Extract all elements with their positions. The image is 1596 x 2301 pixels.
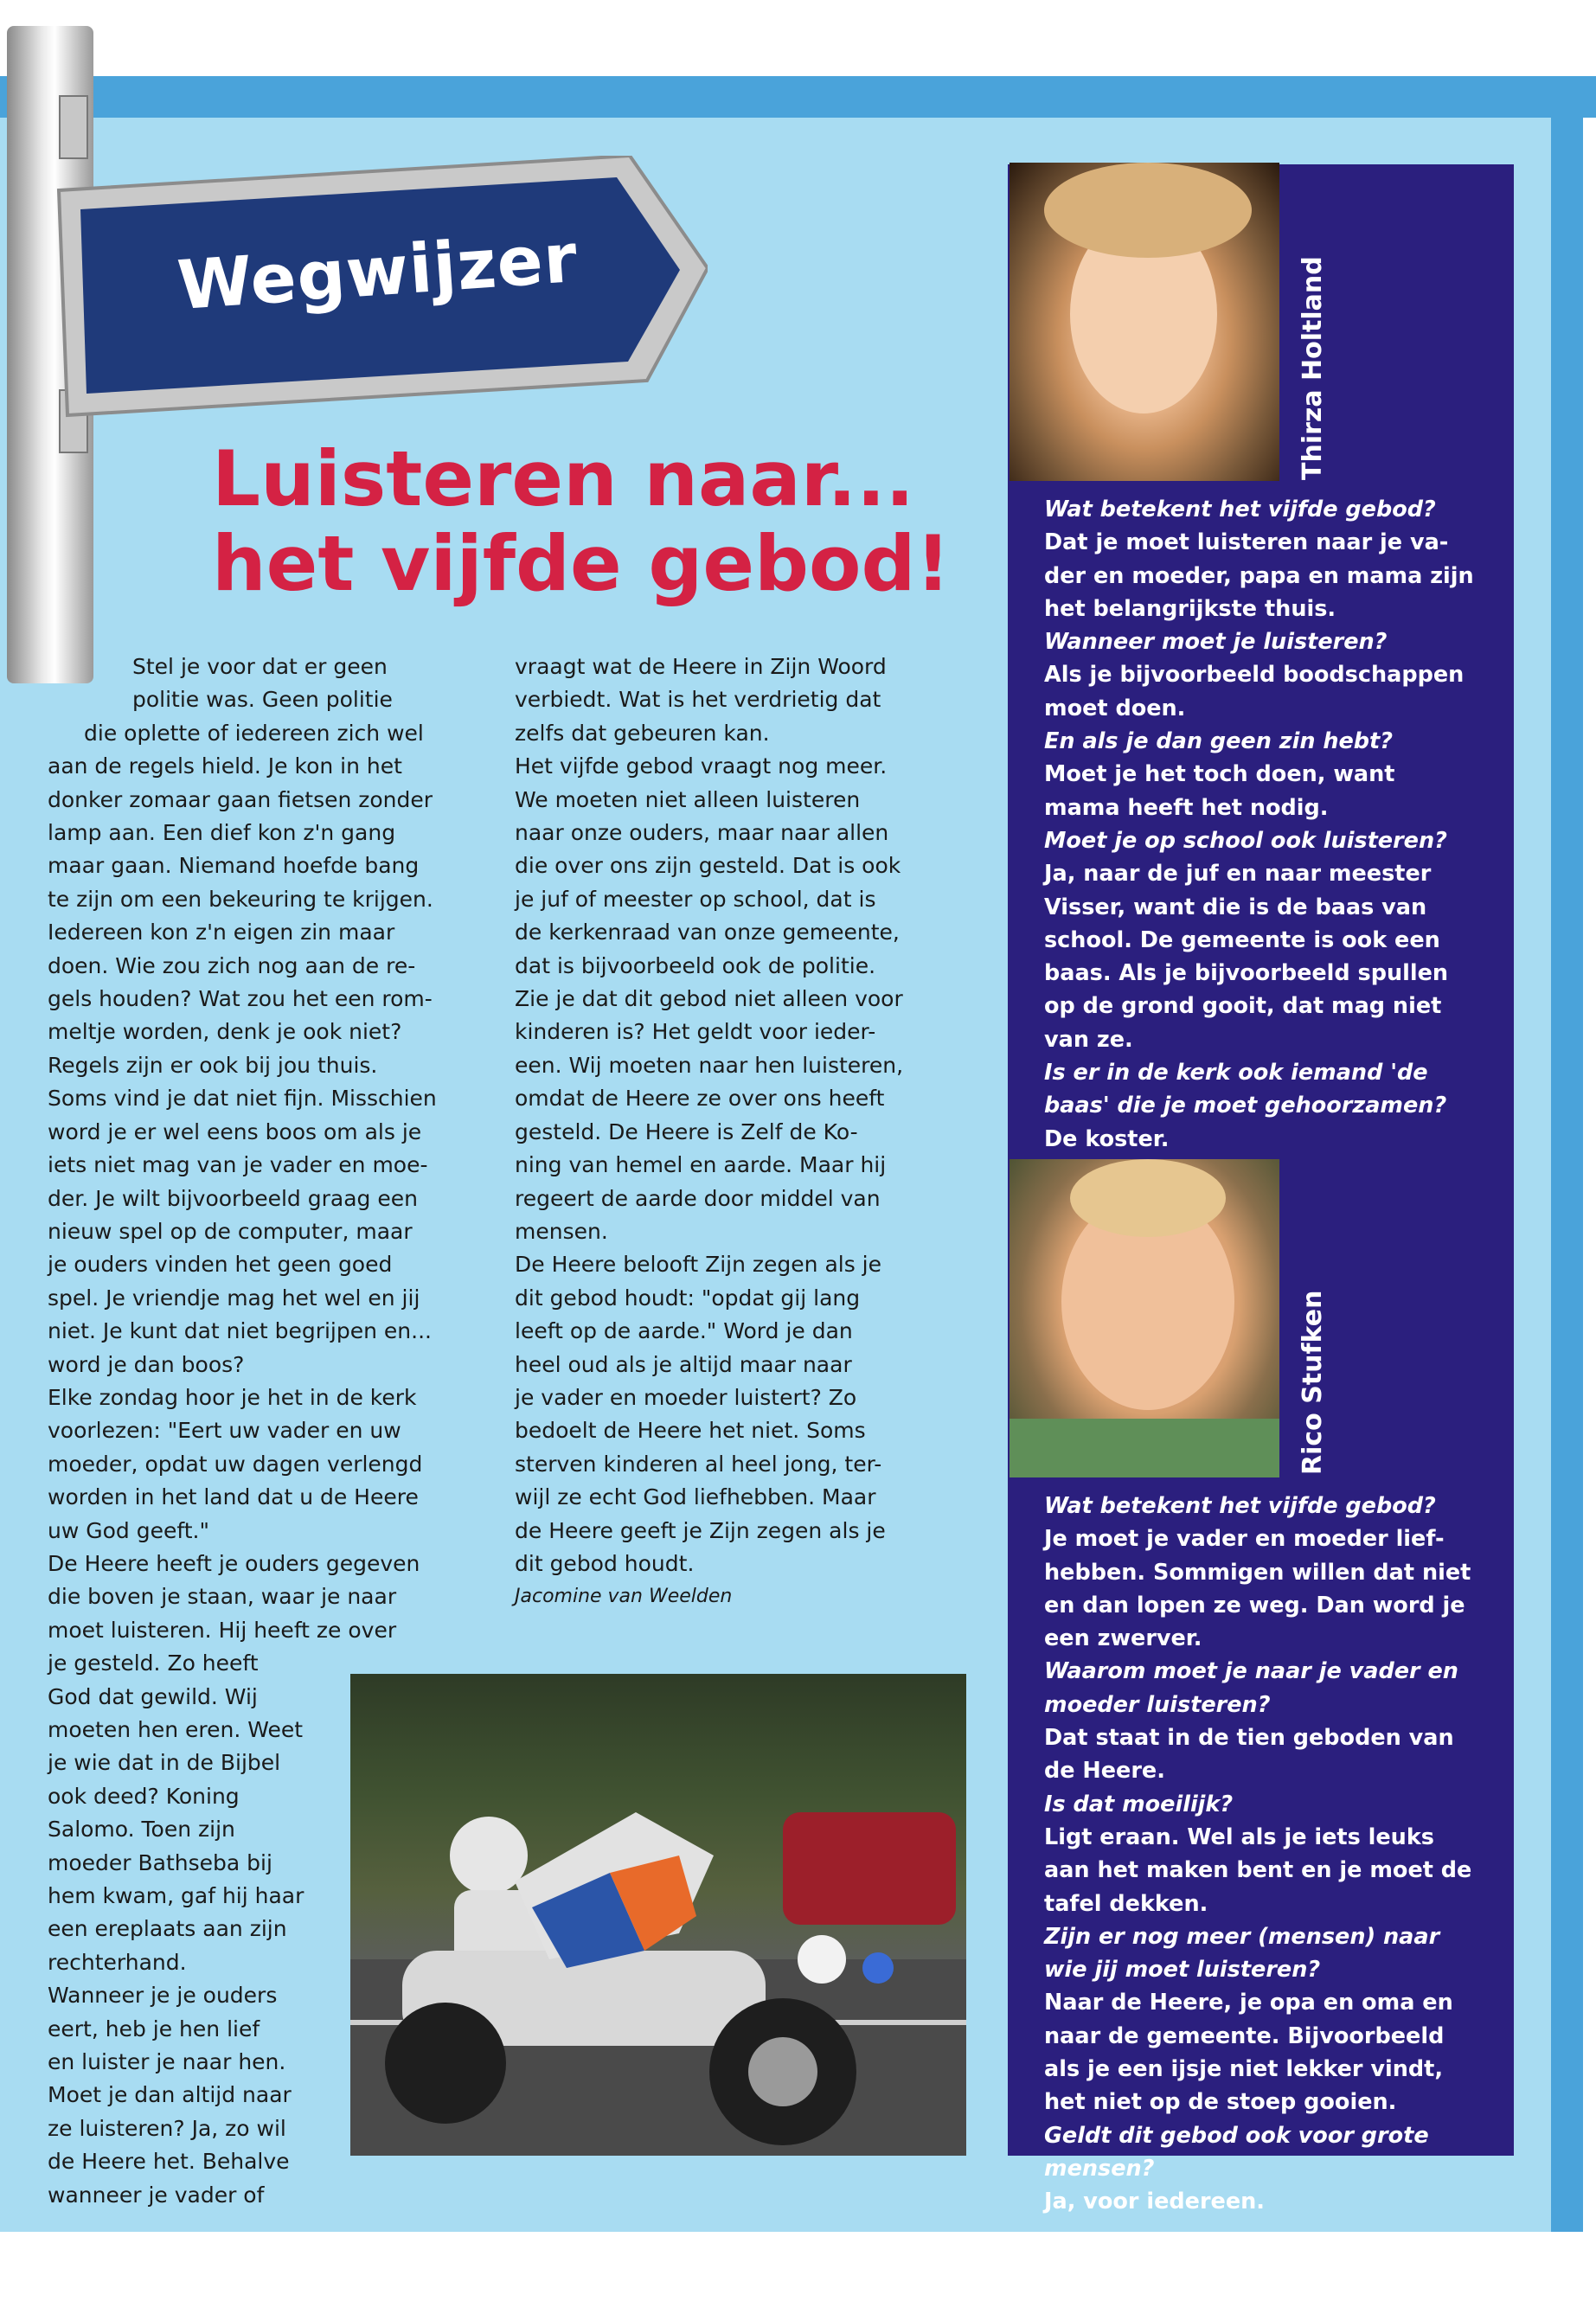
text-line: donker zomaar gaan fietsen zonder (48, 786, 433, 812)
text-line: en luister je naar hen. (48, 2049, 286, 2075)
text-line: bedoelt de Heere het niet. Soms (515, 1418, 866, 1444)
interview-question: Moet je op school ook luisteren? (1044, 827, 1447, 854)
text-line: ook deed? Koning (48, 1783, 240, 1809)
text-line: die oplette of iedereen zich wel (84, 720, 424, 746)
interview-answer: het niet op de stoep gooien. (1044, 2089, 1397, 2116)
text-line: word je dan boos? (48, 1351, 245, 1377)
motorcycle-illustration (350, 1674, 966, 2156)
column-1-body-narrow (48, 1647, 324, 2212)
text-line: omdat de Heere ze over ons heeft (515, 1086, 885, 1112)
interview-answer: hebben. Sommigen willen dat niet (1044, 1559, 1471, 1586)
interview-answer: aan het maken bent en je moet de (1044, 1857, 1472, 1884)
text-line: Elke zondag hoor je het in de kerk (48, 1384, 417, 1410)
interview-answer: en dan lopen ze weg. Dan word je (1044, 1592, 1465, 1618)
author-signature: Jacomine van Weelden (515, 1586, 733, 1608)
text-line: iets niet mag van je vader en moe- (48, 1152, 428, 1178)
text-line: mensen. (515, 1218, 608, 1244)
text-line: te zijn om een bekeuring te krijgen. (48, 886, 433, 912)
text-line: vraagt wat de Heere in Zijn Woord (515, 654, 887, 679)
text-line: worden in het land dat u de Heere (48, 1484, 419, 1510)
interview-answer: het belangrijkste thuis. (1044, 595, 1336, 622)
interview-question: Waarom moet je naar je vader en (1044, 1658, 1458, 1685)
text-line: voorlezen: "Eert uw vader en uw (48, 1418, 401, 1444)
text-line: je wie dat in de Bijbel (48, 1750, 281, 1776)
text-line: gesteld. De Heere is Zelf de Ko- (515, 1118, 858, 1144)
article-column-2 (515, 651, 947, 1614)
text-line: de kerkenraad van onze gemeente, (515, 920, 900, 945)
sign-label: Wegwijzer (175, 219, 580, 326)
text-line: die over ons zijn gesteld. Dat is ook (515, 853, 901, 879)
interview-answer: op de grond gooit, dat mag niet (1044, 993, 1442, 1020)
text-line: je juf of meester op school, dat is (515, 886, 876, 912)
text-line: wijl ze echt God liefhebben. Maar (515, 1484, 876, 1510)
interview-answer: naar de gemeente. Bijvoorbeeld (1044, 2022, 1445, 2049)
text-line: sterven kinderen al heel jong, ter- (515, 1451, 882, 1477)
text-line: wanneer je vader of (48, 2182, 265, 2208)
headline-line-1: Luisteren naar... (212, 434, 914, 523)
text-line: doen. Wie zou zich nog aan de re- (48, 952, 416, 978)
text-line: Stel je voor dat er geen (132, 654, 388, 679)
text-line: Salomo. Toen zijn (48, 1817, 235, 1843)
interview-answer: Visser, want die is de baas van (1044, 894, 1427, 920)
text-line: Wanneer je je ouders (48, 1983, 278, 2009)
text-line: Iedereen kon z'n eigen zin maar (48, 920, 395, 945)
interview-answer: Naar de Heere, je opa en oma en (1044, 1990, 1453, 2016)
interview-answer: der en moeder, papa en mama zijn (1044, 562, 1474, 589)
text-line: Het vijfde gebod vraagt nog meer. (515, 753, 888, 779)
text-line: uw God geeft." (48, 1517, 209, 1543)
text-line: Regels zijn er ook bij jou thuis. (48, 1052, 378, 1078)
text-line: lamp aan. Een dief kon z'n gang (48, 820, 396, 846)
photo-thirza (1010, 163, 1279, 481)
text-line: moeder, opdat uw dagen verlengd (48, 1451, 423, 1477)
text-line: gels houden? Wat zou het een rom- (48, 986, 433, 1012)
text-line: De Heere belooft Zijn zegen als je (515, 1252, 882, 1278)
text-line: De Heere heeft je ouders gegeven (48, 1550, 420, 1576)
interview-answer: Moet je het toch doen, want (1044, 761, 1395, 788)
text-line: moet luisteren. Hij heeft ze over (48, 1617, 397, 1643)
text-line: God dat gewild. Wij (48, 1683, 258, 1709)
text-line: je vader en moeder luistert? Zo (515, 1384, 857, 1410)
text-line: de Heere geeft je Zijn zegen als je (515, 1517, 886, 1543)
text-line: moeten hen eren. Weet (48, 1717, 304, 1742)
interview-answer: Dat staat in de tien geboden van (1044, 1725, 1454, 1752)
text-line: rechterhand. (48, 1949, 187, 1975)
text-line: word je er wel eens boos om als je (48, 1118, 422, 1144)
headline-line-2: het vijfde gebod! (212, 519, 951, 608)
top-border (0, 76, 1596, 118)
interview-answer: school. De gemeente is ook een (1044, 926, 1440, 953)
text-line: een ereplaats aan zijn (48, 1916, 287, 1942)
interview-1-text (1044, 493, 1477, 1156)
text-line: Zie je dat dit gebod niet alleen voor (515, 986, 903, 1012)
interview-question: Wat betekent het vijfde gebod? (1044, 497, 1436, 522)
interview-question: Geldt dit gebod ook voor grote (1044, 2122, 1429, 2149)
interview-answer: een zwerver. (1044, 1625, 1202, 1652)
interview-answer: Als je bijvoorbeeld boodschappen (1044, 662, 1465, 689)
text-line: aan de regels hield. Je kon in het (48, 753, 402, 779)
interview-answer: mama heeft het nodig. (1044, 794, 1329, 821)
interview-answer: baas. Als je bijvoorbeeld spullen (1044, 960, 1449, 987)
text-line: nieuw spel op de computer, maar (48, 1218, 413, 1244)
interview-question: Wat betekent het vijfde gebod? (1044, 1493, 1436, 1519)
interview-question: Wanneer moet je luisteren? (1044, 629, 1388, 656)
interview-question: wie jij moet luisteren? (1044, 1957, 1321, 1984)
interview-answer: tafel dekken. (1044, 1890, 1208, 1917)
headline (212, 434, 973, 608)
text-line: ze luisteren? Ja, zo wil (48, 2115, 286, 2141)
text-line: heel oud als je altijd maar naar (515, 1351, 852, 1377)
text-line: politie was. Geen politie (132, 687, 393, 713)
interview-answer: De koster. (1044, 1125, 1170, 1152)
column-1-body (48, 750, 471, 1647)
shirt-shape (1010, 1419, 1279, 1477)
column-2-body (515, 651, 947, 1580)
interview-question: mensen? (1044, 2155, 1155, 2182)
text-line: dit gebod houdt. (515, 1550, 695, 1576)
text-line: ning van hemel en aarde. Maar hij (515, 1152, 887, 1178)
text-line: Soms vind je dat niet fijn. Misschien (48, 1086, 437, 1112)
name-label-thirza: Thirza Holtland (1298, 256, 1328, 480)
pole-bracket (59, 95, 88, 159)
interview-answer: als je een ijsje niet lekker vindt, (1044, 2056, 1444, 2083)
text-line: de Heere het. Behalve (48, 2149, 290, 2175)
interview-question: Is er in de kerk ook iemand 'de (1044, 1060, 1428, 1086)
text-line: kinderen is? Het geldt voor ieder- (515, 1019, 876, 1045)
text-line: regeert de aarde door middel van (515, 1185, 881, 1211)
text-line: een. Wij moeten naar hen luisteren, (515, 1052, 904, 1078)
interview-question: Is dat moeilijk? (1044, 1791, 1234, 1817)
text-line: maar gaan. Niemand hoefde bang (48, 853, 420, 879)
photo-rico (1010, 1159, 1279, 1477)
interview-answer: van ze. (1044, 1026, 1133, 1053)
text-line: leeft op de aarde." Word je dan (515, 1318, 853, 1344)
interview-answer: de Heere. (1044, 1758, 1165, 1785)
text-line: naar onze ouders, maar naar allen (515, 820, 889, 846)
text-line: Moet je dan altijd naar (48, 2082, 292, 2108)
text-line: die boven je staan, waar je naar (48, 1584, 397, 1610)
text-line: verbiedt. Wat is het verdrietig dat (515, 687, 881, 713)
text-line: spel. Je vriendje mag het wel en jij (48, 1285, 420, 1311)
interview-answer: moet doen. (1044, 695, 1186, 721)
name-label-rico: Rico Stufken (1298, 1290, 1328, 1475)
interview-question: Zijn er nog meer (mensen) naar (1044, 1923, 1440, 1950)
text-line: zelfs dat gebeuren kan. (515, 720, 770, 746)
hair-shape (1044, 163, 1252, 258)
text-line: dat is bijvoorbeeld ook de politie. (515, 952, 876, 978)
interview-question: moeder luisteren? (1044, 1691, 1271, 1718)
interview-answer: Je moet je vader en moeder lief- (1044, 1526, 1445, 1553)
text-line: je gesteld. Zo heeft (48, 1650, 259, 1676)
hair-shape (1070, 1159, 1226, 1237)
right-border (1551, 76, 1583, 2232)
interview-2-text (1044, 1490, 1477, 2219)
police-motorcycle-photo (350, 1674, 966, 2156)
text-line: der. Je wilt bijvoorbeeld graag een (48, 1185, 418, 1211)
text-line: moeder Bathseba bij (48, 1849, 272, 1875)
text-line: meltje worden, denk je ook niet? (48, 1019, 402, 1045)
interview-question: baas' die je moet gehoorzamen? (1044, 1093, 1447, 1119)
text-line: dit gebod houdt: "opdat gij lang (515, 1285, 861, 1311)
text-line: niet. Je kunt dat niet begrijpen en... (48, 1318, 432, 1344)
text-line: hem kwam, gaf hij haar (48, 1883, 304, 1909)
text-line: je ouders vinden het geen goed (48, 1252, 393, 1278)
interview-question: En als je dan geen zin hebt? (1044, 728, 1394, 755)
text-line: eert, heb je hen lief (48, 2016, 260, 2041)
text-line: We moeten niet alleen luisteren (515, 786, 861, 812)
interview-answer: Dat je moet luisteren naar je va- (1044, 529, 1449, 556)
interview-answer: Ja, naar de juf en naar meester (1044, 861, 1432, 888)
interview-answer: Ligt eraan. Wel als je iets leuks (1044, 1823, 1434, 1850)
interview-answer: Ja, voor iedereen. (1044, 2189, 1265, 2215)
